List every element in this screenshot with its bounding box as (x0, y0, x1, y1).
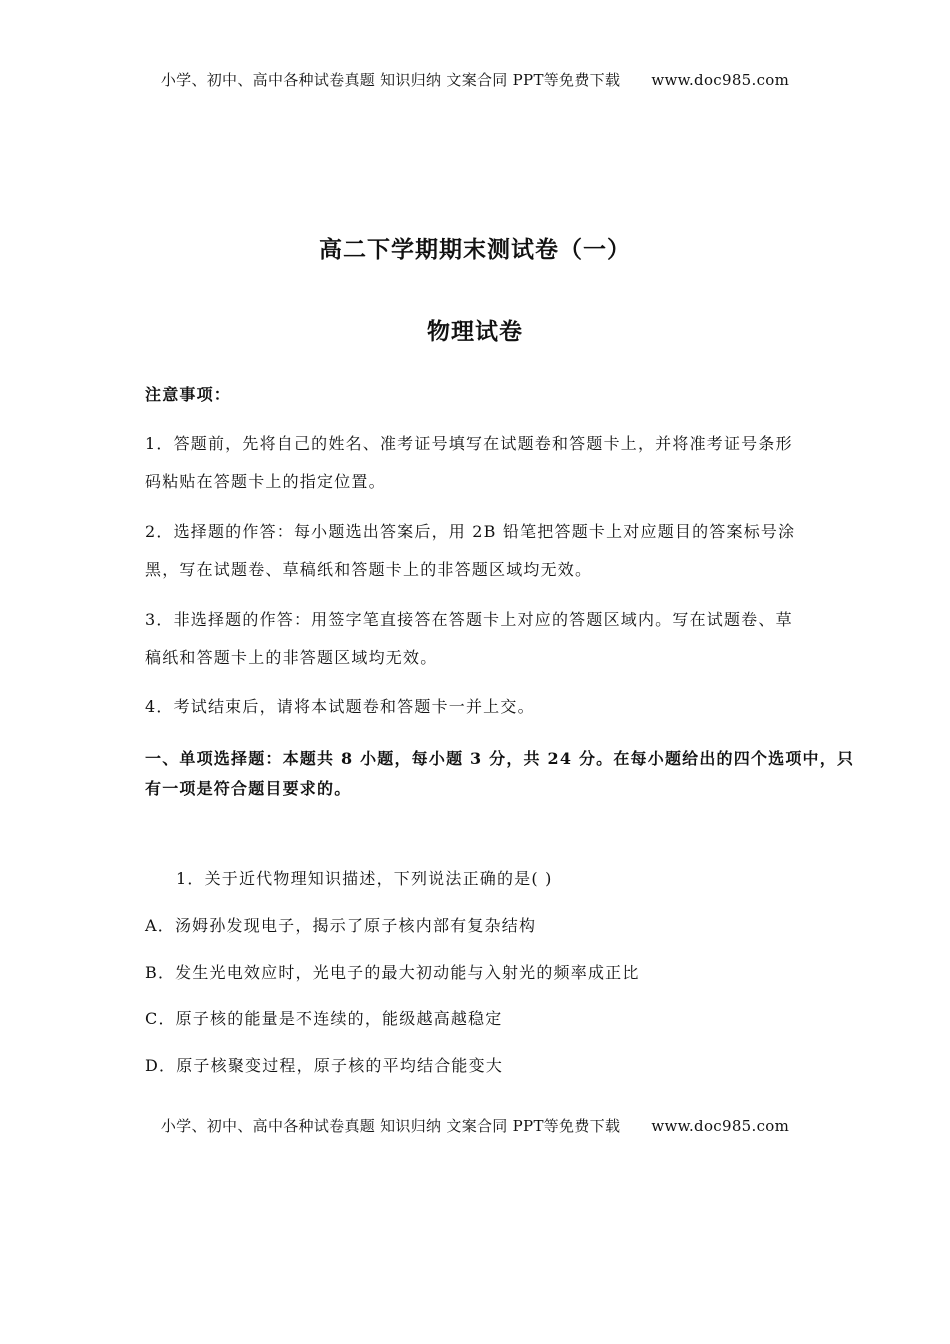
page-footer (0, 1115, 950, 1136)
page-header (0, 69, 950, 90)
exam-subtitle: 物理试卷 (427, 319, 523, 345)
header-url[interactable]: www.doc985.com (651, 71, 790, 89)
option-b: B．发生光电效应时，光电子的最大初动能与入射光的频率成正比 (145, 963, 640, 982)
notice-heading: 注意事项： (145, 385, 232, 404)
notice-item-2-line-1: 2．选择题的作答：每小题选出答案后，用 2B 铅笔把答题卡上对应题目的答案标号涂 (145, 522, 796, 541)
question-stem: 1．关于近代物理知识描述，下列说法正确的是( ) (176, 869, 553, 888)
header-text: 小学、初中、高中各种试卷真题 知识归纳 文案合同 PPT等免费下载 (160, 71, 621, 89)
section-heading-line-1: 一、单项选择题：本题共 8 小题，每小题 3 分，共 24 分。在每小题给出的四个选项中，只 (145, 749, 855, 768)
footer-text: 小学、初中、高中各种试卷真题 知识归纳 文案合同 PPT等免费下载 (160, 1117, 621, 1135)
option-a: A．汤姆孙发现电子，揭示了原子核内部有复杂结构 (145, 916, 537, 935)
option-c: C．原子核的能量是不连续的，能级越高越稳定 (145, 1009, 503, 1028)
section-heading-line-2: 有一项是符合题目要求的。 (145, 779, 352, 798)
notice-item-3-line-1: 3．非选择题的作答：用签字笔直接答在答题卡上对应的答题区域内。写在试题卷、草 (145, 610, 793, 629)
exam-title: 高二下学期期末测试卷（一） (319, 237, 631, 263)
notice-item-3-line-2: 稿纸和答题卡上的非答题区域均无效。 (145, 648, 438, 667)
notice-item-2-line-2: 黑，写在试题卷、草稿纸和答题卡上的非答题区域均无效。 (145, 560, 593, 579)
option-d: D．原子核聚变过程，原子核的平均结合能变大 (145, 1056, 504, 1075)
notice-item-4-line-1: 4．考试结束后，请将本试题卷和答题卡一并上交。 (145, 697, 535, 716)
notice-item-1-line-2: 码粘贴在答题卡上的指定位置。 (145, 472, 386, 491)
footer-url[interactable]: www.doc985.com (651, 1117, 790, 1135)
notice-item-1-line-1: 1．答题前，先将自己的姓名、准考证号填写在试题卷和答题卡上，并将准考证号条形 (145, 434, 793, 453)
